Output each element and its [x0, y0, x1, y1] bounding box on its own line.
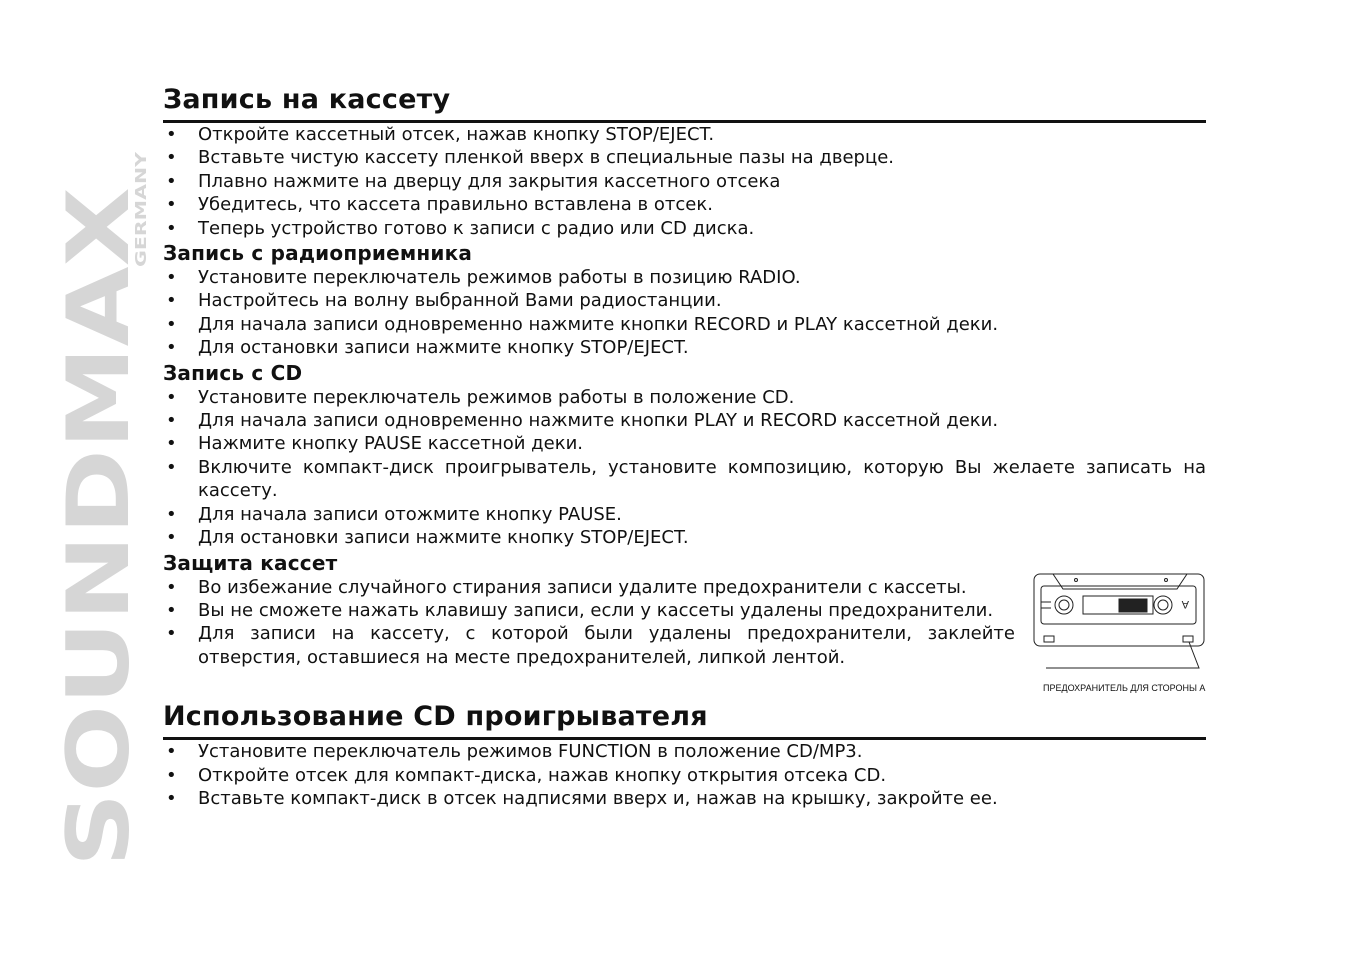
brand-name: SOUNDMAX	[49, 300, 149, 867]
brand-sub: GERMANY	[132, 182, 150, 267]
list-item: • Настройтесь на волну выбранной Вами радиостанции.	[163, 289, 1206, 312]
brand-logo	[49, 75, 155, 875]
list-item: • Для остановки записи нажмите кнопку STOP/EJECT.	[163, 336, 1206, 359]
protection-list	[163, 576, 1015, 670]
list-item: • Установите переключатель режимов работы в позицию RADIO.	[163, 266, 1206, 289]
cd-player-list	[163, 740, 1206, 810]
section-title-cd-player: Использование CD проигрывателя	[163, 699, 1206, 740]
list-item: • Установите переключатель режимов FUNCTION в положение CD/MP3.	[163, 740, 1206, 763]
list-item: • Для начала записи одновременно нажмите кнопки RECORD и PLAY кассетной деки.	[163, 313, 1206, 336]
list-item: • Откройте отсек для компакт-диска, нажав кнопку открытия отсека CD.	[163, 764, 1206, 787]
cassette-caption: ПРЕДОХРАНИТЕЛЬ ДЛЯ СТОРОНЫ А	[1043, 682, 1206, 693]
list-item: • Откройте кассетный отсек, нажав кнопку STOP/EJECT.	[163, 123, 1206, 146]
list-item: • Убедитесь, что кассета правильно вставлена в отсек.	[163, 193, 1206, 216]
list-item: • Для остановки записи нажмите кнопку STOP/EJECT.	[163, 526, 1206, 549]
cd-recording-list	[163, 386, 1206, 550]
list-item: • Нажмите кнопку PAUSE кассетной деки.	[163, 432, 1206, 455]
list-item: • Вставьте чистую кассету пленкой вверх в специальные пазы на дверце.	[163, 146, 1206, 169]
page-content	[163, 82, 1206, 810]
list-item: • Включите компакт-диск проигрыватель, установите композицию, которую Вы желаете записать на кассету.	[163, 456, 1206, 503]
subsection-title-cd-recording: Запись с CD	[163, 360, 303, 385]
radio-recording-list	[163, 266, 1206, 360]
subsection-title-radio: Запись с радиоприемника	[163, 241, 473, 266]
section-title-tape-recording: Запись на кассету	[163, 82, 1206, 123]
list-item: • Во избежание случайного стирания записи удалите предохранители с кассеты.	[163, 576, 1015, 599]
tape-recording-list	[163, 123, 1206, 240]
list-item: • Для записи на кассету, с которой были удалены предохранители, заклейте отверстия, оставшиеся на месте предохранителей, липкой лентой.	[163, 622, 1015, 669]
protection-block	[163, 576, 1206, 693]
list-item: • Для начала записи отожмите кнопку PAUSE.	[163, 503, 1206, 526]
list-item: • Теперь устройство готово к записи с радио или CD диска.	[163, 217, 1206, 240]
list-item: • Установите переключатель режимов работы в положение CD.	[163, 386, 1206, 409]
cassette-illustration	[1031, 564, 1211, 694]
list-item: • Плавно нажмите на дверцу для закрытия кассетного отсека	[163, 170, 1206, 193]
list-item: • Для начала записи одновременно нажмите кнопки PLAY и RECORD кассетной деки.	[163, 409, 1206, 432]
list-item: • Вставьте компакт-диск в отсек надписями вверх и, нажав на крышку, закройте ее.	[163, 787, 1206, 810]
list-item: • Вы не сможете нажать клавишу записи, если у кассеты удалены предохранители.	[163, 599, 1015, 622]
cassette-side-label: A	[1181, 597, 1189, 610]
subsection-title-protection: Защита кассет	[163, 550, 338, 575]
